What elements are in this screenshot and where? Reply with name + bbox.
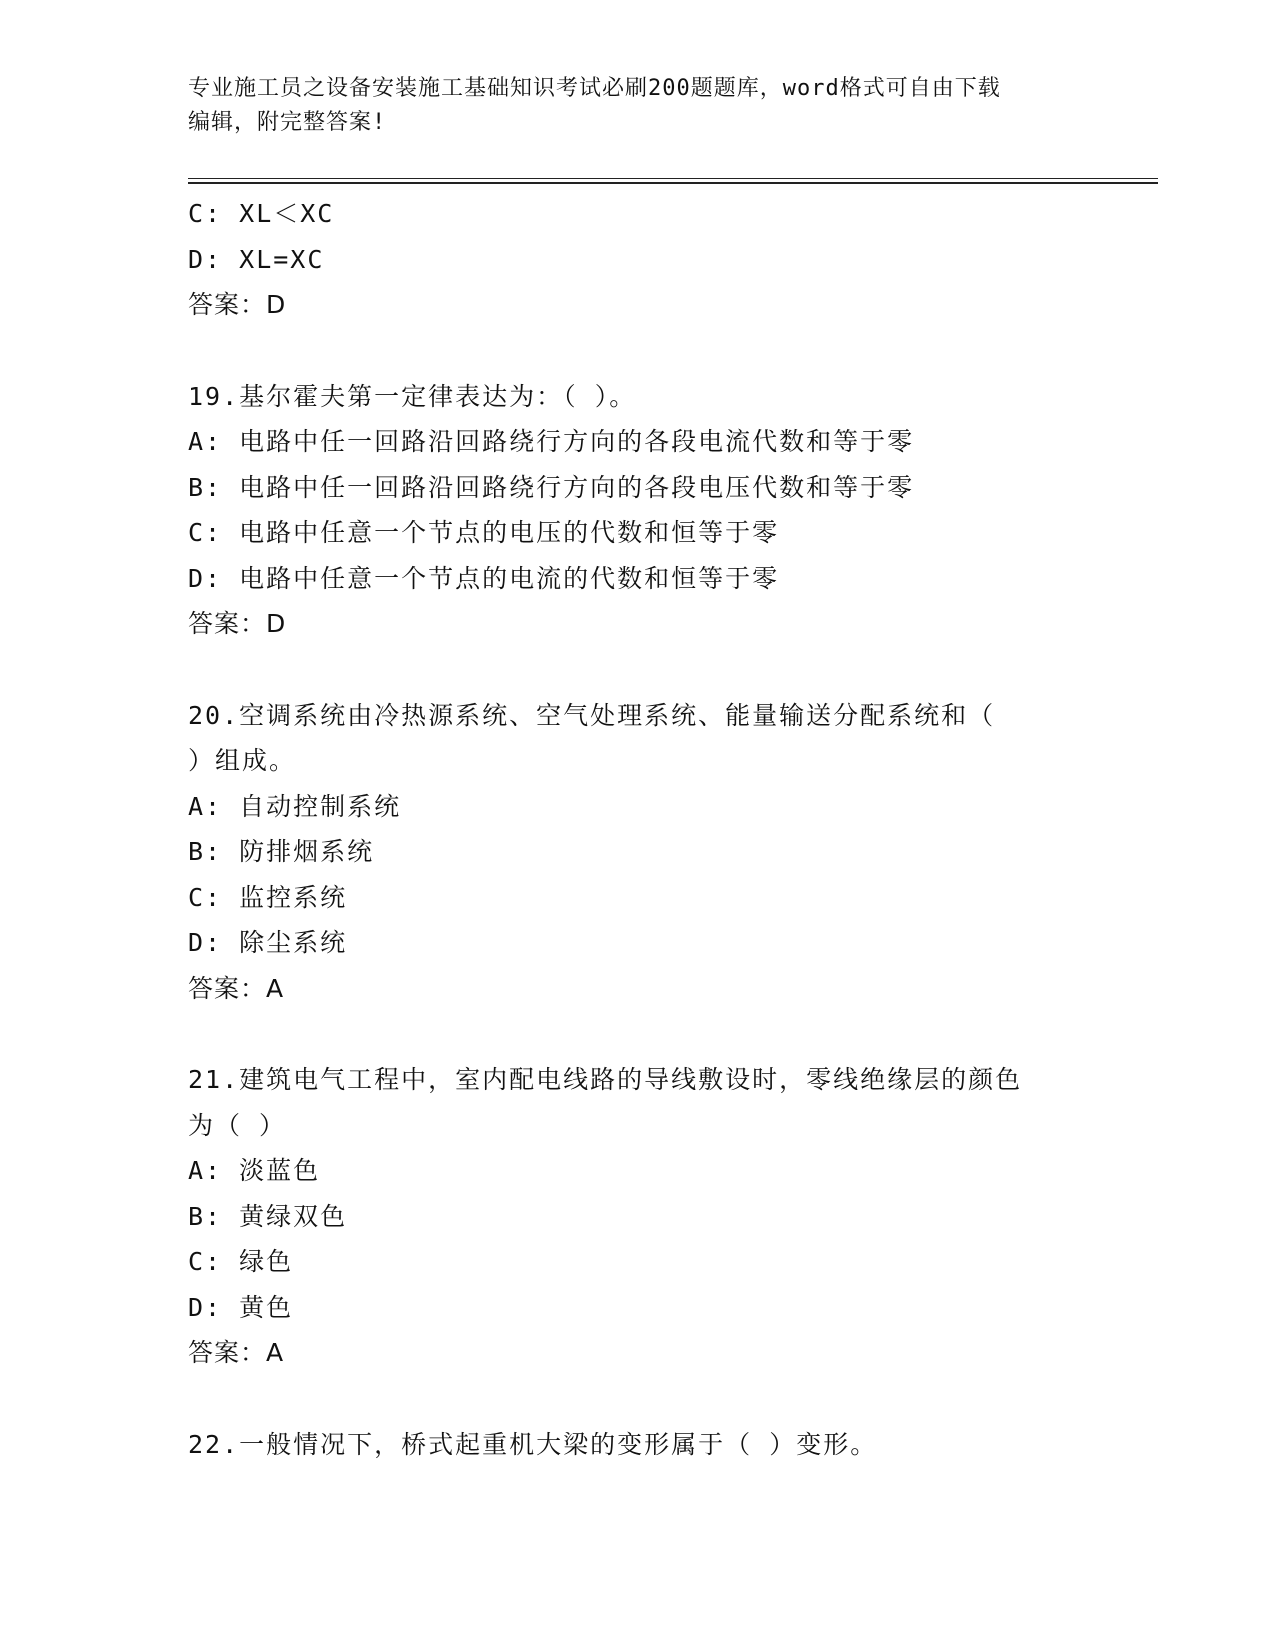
question-21 [188, 1057, 1088, 1376]
question-19 [188, 374, 1088, 647]
option-a: A: 自动控制系统 [188, 791, 402, 821]
question-text-line-1: 21.建筑电气工程中，室内配电线路的导线敷设时，零线绝缘层的颜色 [188, 1065, 1023, 1094]
option-d: D: 除尘系统 [188, 928, 348, 957]
question-18-tail [188, 191, 1088, 328]
answer: 答案：A [188, 1338, 285, 1367]
answer: 答案：D [188, 290, 287, 319]
option-c: C: 监控系统 [188, 882, 348, 912]
question-text: 19.基尔霍夫第一定律表达为：（ ）。 [188, 381, 637, 411]
answer: 答案：D [188, 609, 287, 638]
question-20 [188, 693, 1088, 1012]
answer: 答案：A [188, 973, 285, 1003]
option-a: A: 淡蓝色 [188, 1156, 321, 1185]
header-title-line-1: 专业施工员之设备安装施工基础知识考试必刷200题题库，word格式可自由下载 [188, 76, 1001, 101]
option-c: C: 电路中任意一个节点的电压的代数和恒等于零 [188, 518, 780, 547]
question-text: 22.一般情况下，桥式起重机大梁的变形属于（ ）变形。 [188, 1429, 878, 1459]
question-text-line-2: 为（ ） [188, 1110, 287, 1140]
option-c: C: XL＜XC [188, 199, 335, 228]
spacer [188, 1011, 1088, 1057]
question-22 [188, 1422, 1088, 1468]
option-c: C: 绿色 [188, 1247, 294, 1276]
document-header [188, 72, 1088, 140]
option-b: B: 黄绿双色 [188, 1201, 348, 1231]
option-b: B: 电路中任一回路沿回路绕行方向的各段电压代数和等于零 [188, 472, 915, 502]
question-list [188, 191, 1088, 1467]
spacer [188, 1376, 1088, 1422]
spacer [188, 328, 1088, 374]
option-d: D: 黄色 [188, 1292, 294, 1322]
option-a: A: 电路中任一回路沿回路绕行方向的各段电流代数和等于零 [188, 427, 915, 456]
question-text-line-1: 20.空调系统由冷热源系统、空气处理系统、能量输送分配系统和（ [188, 700, 996, 730]
option-b: B: 防排烟系统 [188, 837, 375, 866]
spacer [188, 647, 1088, 693]
header-title-line-2: 编辑，附完整答案! [188, 110, 387, 135]
question-text-line-2: ）组成。 [188, 746, 297, 775]
header-divider-thin [188, 178, 1158, 179]
header-divider-thick [188, 182, 1158, 184]
option-d: D: XL=XC [188, 244, 325, 274]
option-d: D: 电路中任意一个节点的电流的代数和恒等于零 [188, 563, 780, 593]
